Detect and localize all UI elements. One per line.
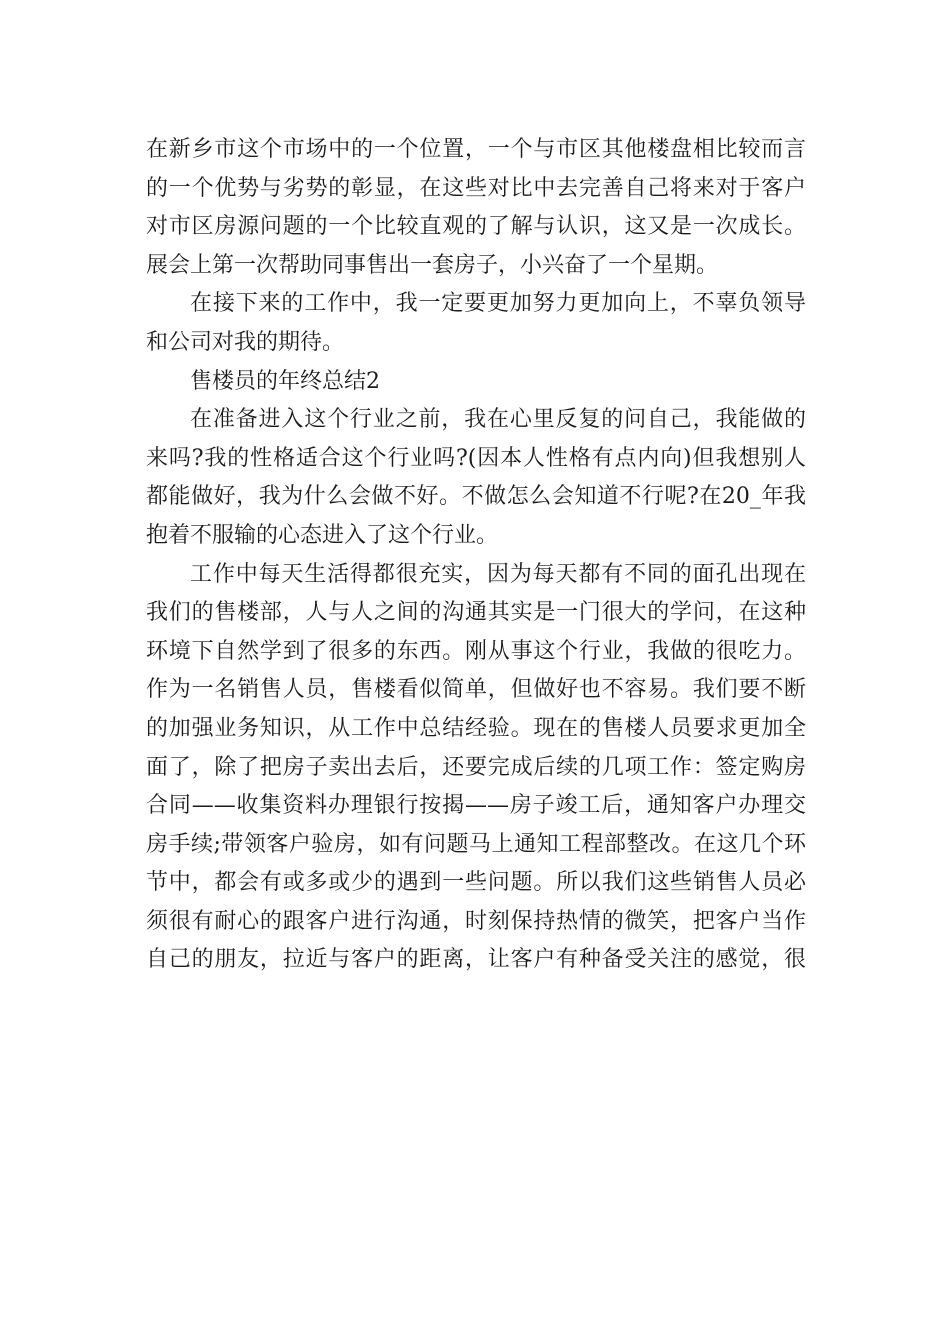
text-line: 售楼员的年终总结2 — [190, 368, 380, 394]
text-line: 的加强业务知识，从工作中总结经验。现在的售楼人员要求更加全 — [146, 715, 806, 741]
text-line: 房手续;带领客户验房，如有问题马上通知工程部整改。在这几个环 — [146, 831, 806, 857]
text-line: 在准备进入这个行业之前，我在心里反复的问自己，我能做的 — [190, 407, 806, 433]
text-line: 自己的朋友，拉近与客户的距离，让客户有种备受关注的感觉，很 — [146, 947, 806, 973]
text-line: 环境下自然学到了很多的东西。刚从事这个行业，我做的很吃力。 — [146, 638, 806, 664]
text-line: 作为一名销售人员，售楼看似简单，但做好也不容易。我们要不断 — [146, 677, 806, 703]
text-line: 合同——收集资料办理银行按揭——房子竣工后，通知客户办理交 — [146, 793, 806, 819]
text-line: 对市区房源问题的一个比较直观的了解与认识，这又是一次成长。 — [146, 214, 806, 240]
text-line: 我们的售楼部，人与人之间的沟通其实是一门很大的学问，在这种 — [146, 600, 806, 626]
text-line: 展会上第一次帮助同事售出一套房子，小兴奋了一个星期。 — [146, 252, 719, 278]
text-line: 来吗?我的性格适合这个行业吗?(因本人性格有点内向)但我想别人 — [146, 445, 806, 471]
text-line: 须很有耐心的跟客户进行沟通，时刻保持热情的微笑，把客户当作 — [146, 908, 806, 934]
text-line: 工作中每天生活得都很充实，因为每天都有不同的面孔出现在 — [190, 561, 806, 587]
text-line: 在接下来的工作中，我一定要更加努力更加向上，不辜负领导 — [190, 291, 806, 317]
text-line: 节中，都会有或多或少的遇到一些问题。所以我们这些销售人员必 — [146, 870, 806, 896]
text-line: 在新乡市这个市场中的一个位置，一个与市区其他楼盘相比较而言 — [146, 137, 806, 162]
text-line: 都能做好，我为什么会做不好。不做怎么会知道不行呢?在20_年我 — [146, 484, 806, 510]
document-body — [146, 131, 806, 980]
text-line: 和公司对我的期待。 — [146, 329, 345, 355]
text-line: 的一个优势与劣势的彰显，在这些对比中去完善自己将来对于客户 — [146, 175, 806, 201]
text-line: 面了，除了把房子卖出去后，还要完成后续的几项工作：签定购房 — [146, 754, 806, 780]
text-line: 抱着不服输的心态进入了这个行业。 — [146, 522, 499, 548]
